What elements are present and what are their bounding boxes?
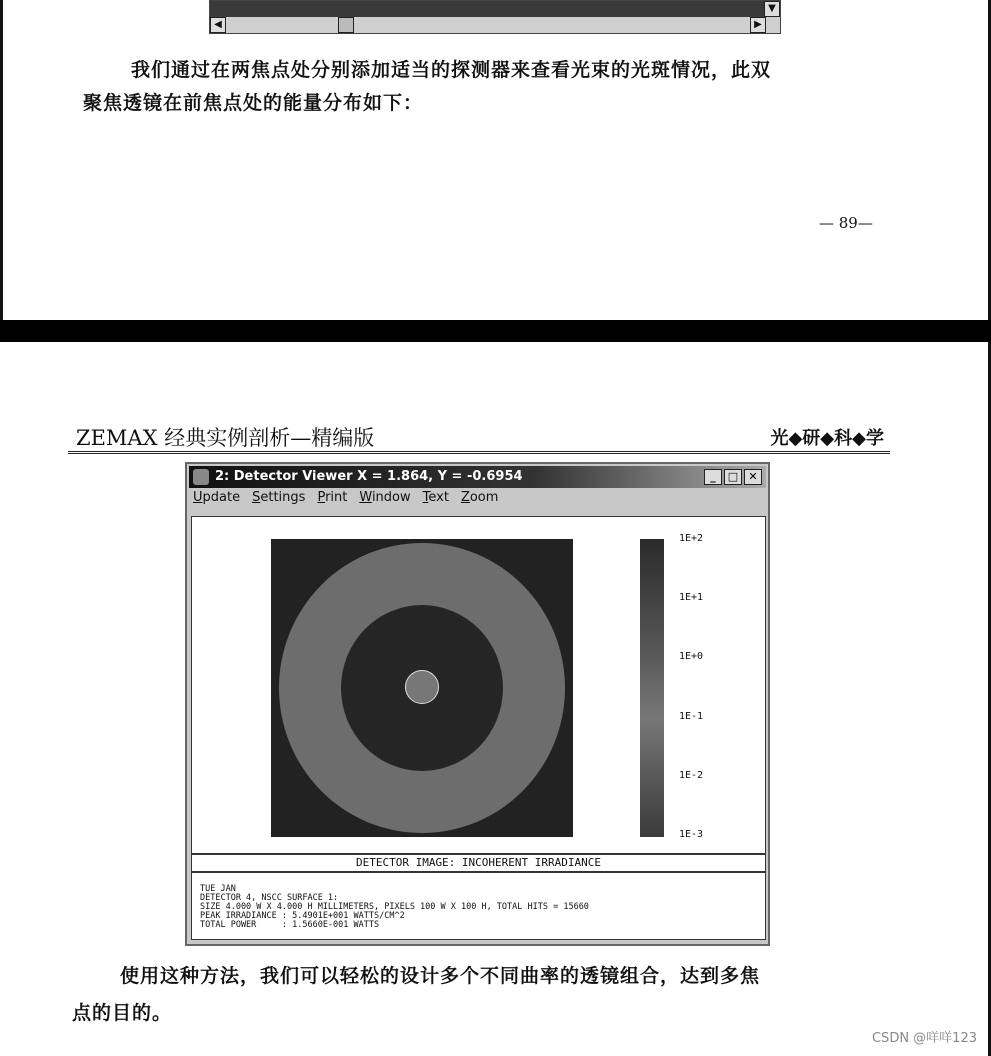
title-bar xyxy=(189,466,766,488)
scroll-thumb xyxy=(338,17,354,33)
scrollbar-fragment xyxy=(209,0,781,34)
info-line: PEAK IRRADIANCE : 5.4901E+001 WATTS/CM^2 xyxy=(200,911,405,921)
paragraph-line: 聚焦透镜在前焦点处的能量分布如下： xyxy=(83,92,424,114)
menu-text[interactable]: Text xyxy=(422,490,449,505)
menu-bar xyxy=(193,490,498,505)
previous-page xyxy=(0,0,991,322)
publisher-mark: 光◆研◆科◆学 xyxy=(770,428,884,449)
menu-update[interactable]: Update xyxy=(193,490,241,505)
inner-dark-region xyxy=(341,605,503,771)
window-title: 2: Detector Viewer X = 1.864, Y = -0.6954 xyxy=(215,469,523,484)
colorbar-tick: 1E-1 xyxy=(679,711,704,722)
maximize-icon[interactable]: □ xyxy=(724,469,742,485)
page-separator xyxy=(0,320,991,342)
scroll-left-icon: ◀ xyxy=(210,17,226,33)
colorbar-tick: 1E+1 xyxy=(679,592,704,603)
plot-area xyxy=(191,516,766,854)
info-panel xyxy=(191,872,766,940)
focal-spot xyxy=(405,670,439,704)
paragraph xyxy=(83,54,923,120)
info-line: TOTAL POWER : 1.5660E-001 WATTS xyxy=(200,920,380,930)
running-head xyxy=(68,420,890,454)
minimize-icon[interactable]: _ xyxy=(704,469,722,485)
menu-print[interactable]: Print xyxy=(317,490,348,505)
app-icon xyxy=(193,469,209,485)
colorbar-tick: 1E+0 xyxy=(679,651,704,662)
paragraph-line: 我们通过在两焦点处分别添加适当的探测器来查看光束的光斑情况，此双 xyxy=(131,59,772,81)
page-number: — 89— xyxy=(819,214,873,232)
info-line: TUE JAN xyxy=(200,884,236,894)
book-title: ZEMAX 经典实例剖析—精编版 xyxy=(76,426,375,450)
close-icon[interactable]: ✕ xyxy=(744,469,762,485)
colorbar xyxy=(640,539,664,837)
paragraph-line: 点的目的。 xyxy=(72,1002,173,1024)
menu-settings[interactable]: Settings xyxy=(252,490,306,505)
colorbar-tick: 1E-3 xyxy=(679,829,704,840)
menu-window[interactable]: Window xyxy=(359,490,411,505)
paragraph-line: 使用这种方法，我们可以轻松的设计多个不同曲率的透镜组合，达到多焦 xyxy=(120,965,761,987)
plot-caption: DETECTOR IMAGE: INCOHERENT IRRADIANCE xyxy=(191,854,766,872)
irradiance-ring xyxy=(279,543,565,833)
detector-image xyxy=(271,539,573,837)
detector-viewer-window xyxy=(185,462,770,946)
info-line: SIZE 4.000 W X 4.000 H MILLIMETERS, PIXELS 100 W X 100 H, TOTAL HITS = 15660 xyxy=(200,902,589,912)
menu-zoom[interactable]: Zoom xyxy=(460,490,499,505)
colorbar-tick: 1E+2 xyxy=(679,533,704,544)
scroll-right-icon: ▶ xyxy=(750,17,766,33)
scroll-down-icon: ▼ xyxy=(764,1,780,17)
watermark: CSDN @咩咩123 xyxy=(871,1031,977,1046)
info-line: DETECTOR 4, NSCC SURFACE 1: xyxy=(200,893,339,903)
colorbar-tick: 1E-2 xyxy=(679,770,704,781)
paragraph xyxy=(72,958,922,1032)
